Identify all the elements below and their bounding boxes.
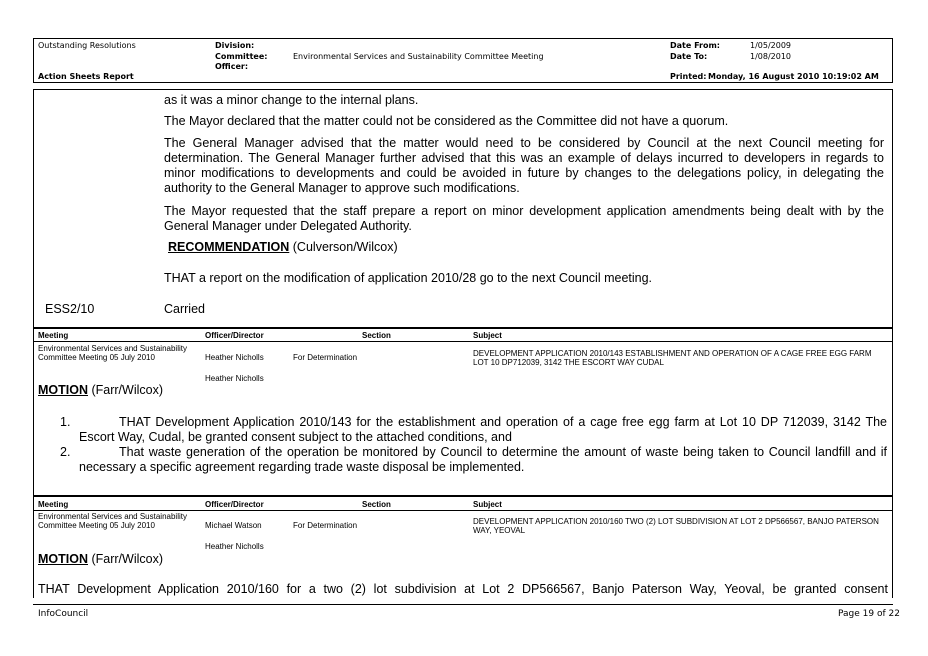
resolution-status: Carried xyxy=(164,302,205,316)
item1-list-text-1: THAT Development Application 2010/143 for the establishment and operation of a cage free egg farm at Lot 10 DP 712039, 3142 The Escort Way, Cudal, be granted consent subject to the attached conditions, and xyxy=(79,415,887,444)
item1-motion-heading xyxy=(38,383,163,398)
date-from-value: 1/05/2009 xyxy=(750,41,792,50)
item2-section: For Determination xyxy=(293,521,358,530)
item1-section: For Determination xyxy=(293,353,358,362)
item2-resolution-line: THAT Development Application 2010/160 for a two (2) lot subdivision at Lot 2 DP566567, Banjo Paterson Way, Yeoval, be granted consent xyxy=(38,582,888,596)
item1-list-item-1 xyxy=(79,415,887,445)
item1-subject: DEVELOPMENT APPLICATION 2010/143 ESTABLISHMENT AND OPERATION OF A CAGE FREE EGG FARM LOT 10 DP712039, 3142 THE ESCORT WAY CUDAL xyxy=(473,349,872,367)
item2-motion-heading xyxy=(38,552,163,567)
divider xyxy=(33,495,893,497)
item1-motion-movers: (Farr/Wilcox) xyxy=(88,383,163,397)
item1-motion-label: MOTION xyxy=(38,383,88,397)
printed-value: Monday, 16 August 2010 10:19:02 AM xyxy=(708,72,879,81)
item1-list-text-2: That waste generation of the operation be monitored by Council to determine the amount of waste being taken to Council landfill and if necessary a specific agreement regarding trade waste disposal be implemented. xyxy=(79,445,887,474)
footer-rule xyxy=(33,604,893,605)
footer-brand: InfoCouncil xyxy=(38,609,89,619)
item2-meeting: Environmental Services and Sustainability Committee Meeting 05 July 2010 xyxy=(38,512,187,530)
item1-officer: Heather Nicholls xyxy=(205,353,264,362)
divider xyxy=(33,510,893,511)
item2-officer-director: Heather Nicholls xyxy=(205,542,264,551)
report-name: Outstanding Resolutions xyxy=(38,41,136,50)
item2-officer: Michael Watson xyxy=(205,521,262,530)
report-type: Action Sheets Report xyxy=(38,72,134,81)
col-header-meeting: Meeting xyxy=(38,331,69,340)
paragraph-mayor-quorum: The Mayor declared that the matter could not be considered as the Committee did not have a quorum. xyxy=(164,114,729,128)
page-number: Page 19 of 22 xyxy=(838,609,900,619)
division-label: Division: xyxy=(215,41,255,50)
col-header-subject: Subject xyxy=(473,500,502,509)
col-header-section: Section xyxy=(362,500,391,509)
item2-subject: DEVELOPMENT APPLICATION 2010/160 TWO (2) LOT SUBDIVISION AT LOT 2 DP566567, BANJO PATERSON WAY, YEOVAL xyxy=(473,517,879,535)
item1-officer-director: Heather Nicholls xyxy=(205,374,264,383)
item2-motion-label: MOTION xyxy=(38,552,88,566)
recommendation-text: THAT a report on the modification of application 2010/28 go to the next Council meeting. xyxy=(164,271,653,285)
paragraph-general-manager: The General Manager advised that the matter would need to be considered by Council at the next Council meeting for determination. The General Manager further advised that this was an example of delays incurred to developers in regards to minor modifications to developments and could be avoided in future by changes to the delegations policy, in delegating the authority to the General Manager to approve such modifications. xyxy=(164,136,884,195)
recommendation-movers: (Culverson/Wilcox) xyxy=(289,240,398,254)
paragraph-mayor-request: The Mayor requested that the staff prepare a report on minor development application amendments being dealt with by the General Manager under Delegated Authority. xyxy=(164,204,884,233)
date-to-label: Date To: xyxy=(670,52,708,61)
col-header-officer: Officer/Director xyxy=(205,331,264,340)
item1-meeting: Environmental Services and Sustainability Committee Meeting 05 July 2010 xyxy=(38,344,187,362)
item1-list-number-1: 1. xyxy=(60,415,71,429)
divider xyxy=(33,341,893,342)
committee-value: Environmental Services and Sustainability Committee Meeting xyxy=(293,52,544,61)
divider xyxy=(33,327,893,329)
item2-motion-movers: (Farr/Wilcox) xyxy=(88,552,163,566)
col-header-subject: Subject xyxy=(473,331,502,340)
col-header-meeting: Meeting xyxy=(38,500,69,509)
item1-list-item-2 xyxy=(79,445,887,475)
recommendation-heading xyxy=(168,240,888,255)
item1-list-number-2: 2. xyxy=(60,445,71,459)
col-header-section: Section xyxy=(362,331,391,340)
officer-label: Officer: xyxy=(215,62,249,71)
item2-resolution-text xyxy=(38,582,888,597)
paragraph-continuation: as it was a minor change to the internal plans. xyxy=(164,93,419,107)
printed-label: Printed: xyxy=(670,72,707,81)
date-to-value: 1/08/2010 xyxy=(750,52,792,61)
recommendation-label: RECOMMENDATION xyxy=(168,240,290,254)
resolution-code: ESS2/10 xyxy=(45,302,95,316)
date-from-label: Date From: xyxy=(670,41,721,50)
committee-label: Committee: xyxy=(215,52,268,61)
col-header-officer: Officer/Director xyxy=(205,500,264,509)
